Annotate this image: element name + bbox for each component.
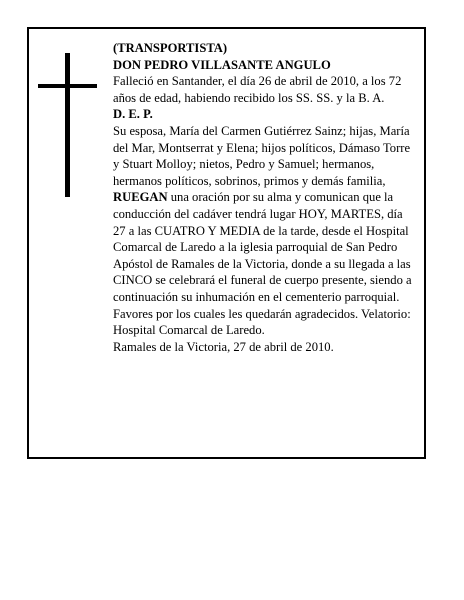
request-word: RUEGAN [113,190,168,205]
cross-icon [38,53,97,197]
place-date: Ramales de la Victoria, 27 de abril de 2010. [113,339,334,354]
profession-line: (TRANSPORTISTA) [113,41,228,55]
request-text: una oración por su alma y comunican que la conducción del cadáver tendrá lugar HOY, MARTES, día 27 a las CUATRO Y MEDIA de la tarde, desde el Hospital Comarcal de Laredo a la iglesia parroquial de San Pedro Apóstol de Ramales de la Victoria, donde a su llegada a las CINCO se celebrará el funeral de cuerpo presente, siendo a continuación su inhumación en el cementerio parroquial. Favores por los cuales les quedarán agradecidos. Velatorio: Hospital Comarcal de Laredo. [113,190,412,338]
family-paragraph: Su esposa, María del Carmen Gutiérrez Sainz; hijas, María del Mar, Montserrat y Elena; hijos políticos, Dámaso Torre y Stuart Molloy; nietos, Pedro y Samuel; hermanos, hermanos políticos, sobrinos, primos y demás familia, [113,123,411,188]
death-info: Falleció en Santander, el día 26 de abril de 2010, a los 72 años de edad, habiendo recibido los SS. SS. y la B. A. [113,74,402,105]
cross-vertical-bar [65,53,70,197]
cross-horizontal-bar [38,84,97,88]
request-paragraph [113,189,418,338]
deceased-name: DON PEDRO VILLASANTE ANGULO [113,57,331,72]
dep-line: D. E. P. [113,107,153,122]
notice-body [113,40,418,355]
